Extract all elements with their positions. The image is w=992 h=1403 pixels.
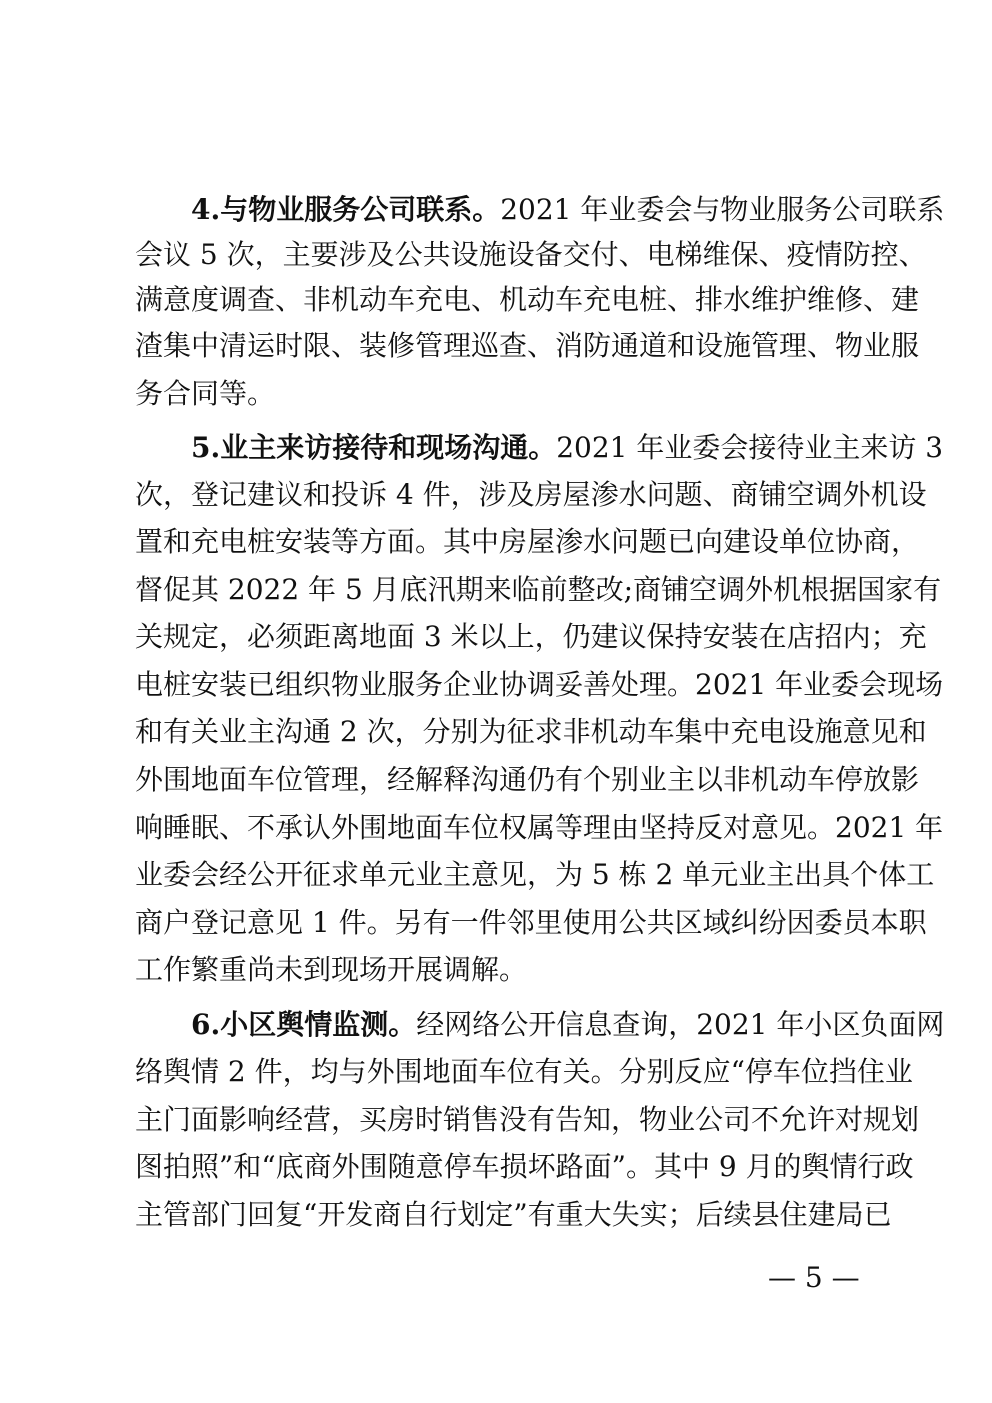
paragraph-5-line-8: 外围地面车位管理，经解释沟通仍有个别业主以非机动车停放影 — [135, 763, 920, 796]
page-number: — 5 — — [768, 1261, 860, 1294]
paragraph-6-line-3: 主门面影响经营，买房时销售没有告知，物业公司不允许对规划 — [135, 1103, 920, 1136]
paragraph-5-line-7: 和有关业主沟通 2 次，分别为征求非机动车集中充电设施意见和 — [135, 715, 927, 748]
paragraph-4-line-5: 务合同等。 — [135, 377, 276, 410]
paragraph-4-line-1 — [191, 190, 945, 230]
paragraph-5-line-3: 置和充电桩安装等方面。其中房屋渗水问题已向建设单位协商， — [135, 525, 920, 558]
paragraph-6-line-1 — [191, 1005, 945, 1045]
paragraph-5-line-11: 商户登记意见 1 件。另有一件邻里使用公共区域纠纷因委员本职 — [135, 906, 927, 939]
paragraph-5-line-6: 电桩安装已组织物业服务企业协调妥善处理。2021 年业委会现场 — [135, 668, 944, 701]
paragraph-5-line-10: 业委会经公开征求单元业主意见，为 5 栋 2 单元业主出具个体工 — [135, 858, 935, 891]
paragraph-6-line-5: 主管部门回复“开发商自行划定”有重大失实；后续县住建局已 — [135, 1198, 892, 1231]
paragraph-6-line-4: 图拍照”和“底商外围随意停车损坏路面”。其中 9 月的舆情行政 — [135, 1150, 914, 1183]
paragraph-5-text: 2021 年业委会接待业主来访 3 — [556, 431, 944, 464]
paragraph-4-line-3: 满意度调查、非机动车充电、机动车充电桩、排水维护维修、建 — [135, 283, 920, 316]
paragraph-5-line-2: 次，登记建议和投诉 4 件，涉及房屋渗水问题、商铺空调外机设 — [135, 478, 927, 511]
paragraph-5-line-1 — [191, 428, 944, 468]
paragraph-6-text: 经网络公开信息查询，2021 年小区负面网 — [416, 1008, 945, 1041]
paragraph-6-line-2: 络舆情 2 件，均与外围地面车位有关。分别反应“停车位挡住业 — [135, 1055, 913, 1088]
paragraph-4-line-2: 会议 5 次，主要涉及公共设施设备交付、电梯维保、疫情防控、 — [135, 238, 927, 271]
paragraph-5-heading: 5.业主来访接待和现场沟通。 — [191, 431, 557, 464]
paragraph-5-line-9: 响睡眠、不承认外围地面车位权属等理由坚持反对意见。2021 年 — [135, 811, 944, 844]
paragraph-4-text: 2021 年业委会与物业服务公司联系 — [500, 193, 945, 226]
paragraph-4-heading: 4.与物业服务公司联系。 — [191, 193, 501, 226]
paragraph-5-line-12: 工作繁重尚未到现场开展调解。 — [135, 953, 528, 986]
paragraph-6-heading: 6.小区舆情监测。 — [191, 1008, 417, 1041]
paragraph-5-line-5: 关规定，必须距离地面 3 米以上，仍建议保持安装在店招内；充 — [135, 620, 927, 653]
paragraph-5-line-4: 督促其 2022 年 5 月底汛期来临前整改;商铺空调外机根据国家有 — [135, 573, 942, 606]
paragraph-4-line-4: 渣集中清运时限、装修管理巡查、消防通道和设施管理、物业服 — [135, 329, 920, 362]
